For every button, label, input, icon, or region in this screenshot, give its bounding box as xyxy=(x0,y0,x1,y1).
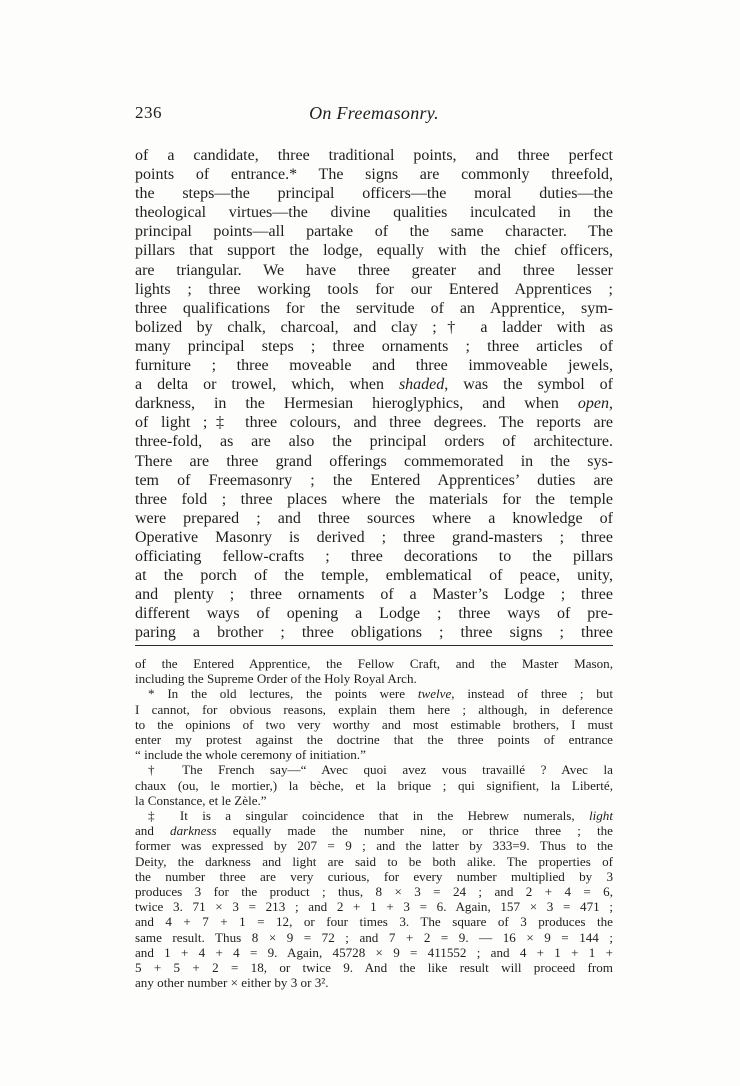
text-line: officiating fellow-crafts ; three decorations to the pillars xyxy=(135,547,613,565)
text-line: a delta or trowel, which, when shaded, was the symbol of xyxy=(135,376,614,394)
text-line: the number three are very curious, for every number multiplied by 3 xyxy=(135,868,613,884)
text-line: darkness, in the Hermesian hieroglyphics, and when open, xyxy=(135,395,613,413)
text-line: including the Supreme Order of the Holy Royal Arch. xyxy=(135,671,417,687)
text-line: furniture ; three moveable and three immoveable jewels, xyxy=(135,357,613,375)
text-line: of light ;‡ three colours, and three degrees. The reports are xyxy=(135,414,613,432)
body-text xyxy=(135,146,613,642)
text-line: “ include the whole ceremony of initiation.” xyxy=(135,747,366,763)
text-line: three qualifications for the servitude of an Apprentice, sym- xyxy=(135,299,613,317)
text-line: of a candidate, three traditional points, and three perfect xyxy=(135,147,613,164)
text-line: bolized by chalk, charcoal, and clay ;† a ladder with as xyxy=(135,318,613,336)
text-line: different ways of opening a Lodge ; three ways of pre- xyxy=(135,605,613,623)
text-line: paring a brother ; three obligations ; three signs ; three xyxy=(135,624,613,642)
text-line: and 4 + 7 + 1 = 12, or four times 3. The square of 3 produces the xyxy=(135,914,613,930)
text-line: la Constance, et le Zèle.” xyxy=(135,792,267,808)
text-line: Operative Masonry is derived ; three grand-masters ; three xyxy=(135,528,613,546)
footnote-paragraph xyxy=(135,808,613,990)
page-number: 236 xyxy=(135,103,162,122)
text-line: three-fold, as are also the principal orders of architecture. xyxy=(135,433,613,451)
page-header xyxy=(135,103,613,127)
text-line: 5 + 5 + 2 = 18, or twice 9. And the like result will proceed from xyxy=(135,960,613,976)
text-line: † The French say—“ Avec quoi avez vous travaillé ? Avec la xyxy=(148,762,613,778)
text-line: principal points—all partake of the same character. The xyxy=(135,223,613,241)
text-line: are triangular. We have three greater and three lesser xyxy=(135,261,613,279)
text-line: the steps—the principal officers—the moral duties—the xyxy=(135,185,613,203)
text-line: There are three grand offerings commemorated in the sys- xyxy=(135,452,613,470)
footnote-paragraph xyxy=(135,656,613,686)
footnote-paragraph xyxy=(135,686,613,762)
text-line: and 1 + 4 + 4 = 9. Again, 45728 × 9 = 411552 ; and 4 + 1 + 1 + xyxy=(135,944,613,960)
text-line: lights ; three working tools for our Entered Apprentices ; xyxy=(135,280,613,298)
text-line: many principal steps ; three ornaments ; three articles of xyxy=(135,337,613,355)
text-line: former was expressed by 207 = 9 ; and the latter by 333=9. Thus to the xyxy=(135,838,613,854)
text-line: chaux (ou, le mortier,) la bèche, et la brique ; qui signifient, la Liberté, xyxy=(135,777,613,793)
text-line: same result. Thus 8 × 9 = 72 ; and 7 + 2 = 9. — 16 × 9 = 144 ; xyxy=(135,929,613,945)
text-line: * In the old lectures, the points were twelve, instead of three ; but xyxy=(148,686,613,702)
text-line: were prepared ; and three sources where a knowledge of xyxy=(135,509,613,527)
text-line: enter my protest against the doctrine that the three points of entrance xyxy=(135,732,613,748)
running-title: On Freemasonry. xyxy=(309,103,439,123)
text-line: pillars that support the lodge, equally with the chief officers, xyxy=(135,242,613,260)
text-line: three fold ; three places where the materials for the temple xyxy=(135,490,613,508)
footnotes-section xyxy=(135,656,613,990)
footnote-paragraph xyxy=(135,762,613,808)
footnote-separator-rule xyxy=(135,645,613,646)
text-line: ‡ It is a singular coincidence that in the Hebrew numerals, light xyxy=(148,808,613,824)
text-line: any other number × either by 3 or 3². xyxy=(135,975,329,991)
text-line: Deity, the darkness and light are said to be both alike. The properties of xyxy=(135,853,613,869)
text-line: twice 3. 71 × 3 = 213 ; and 2 + 1 + 3 = 6. Again, 157 × 3 = 471 ; xyxy=(135,899,613,915)
text-line: theological virtues—the divine qualities inculcated in the xyxy=(135,204,613,222)
text-line: I cannot, for obvious reasons, explain them here ; although, in deference xyxy=(135,701,613,717)
text-line: of the Entered Apprentice, the Fellow Craft, and the Master Mason, xyxy=(135,656,613,671)
text-line: at the porch of the temple, emblematical of peace, unity, xyxy=(135,567,613,585)
text-line: and plenty ; three ornaments of a Master’s Lodge ; three xyxy=(135,586,613,604)
text-line: tem of Freemasonry ; the Entered Apprentices’ duties are xyxy=(135,471,613,489)
text-line: and darkness equally made the number nine, or thrice three ; the xyxy=(135,823,613,839)
text-line: to the opinions of two very worthy and most estimable brothers, I must xyxy=(135,716,613,732)
text-line: produces 3 for the product ; thus, 8 × 3 = 24 ; and 2 + 4 = 6, xyxy=(135,884,613,900)
text-line: points of entrance.* The signs are commonly threefold, xyxy=(135,166,613,184)
